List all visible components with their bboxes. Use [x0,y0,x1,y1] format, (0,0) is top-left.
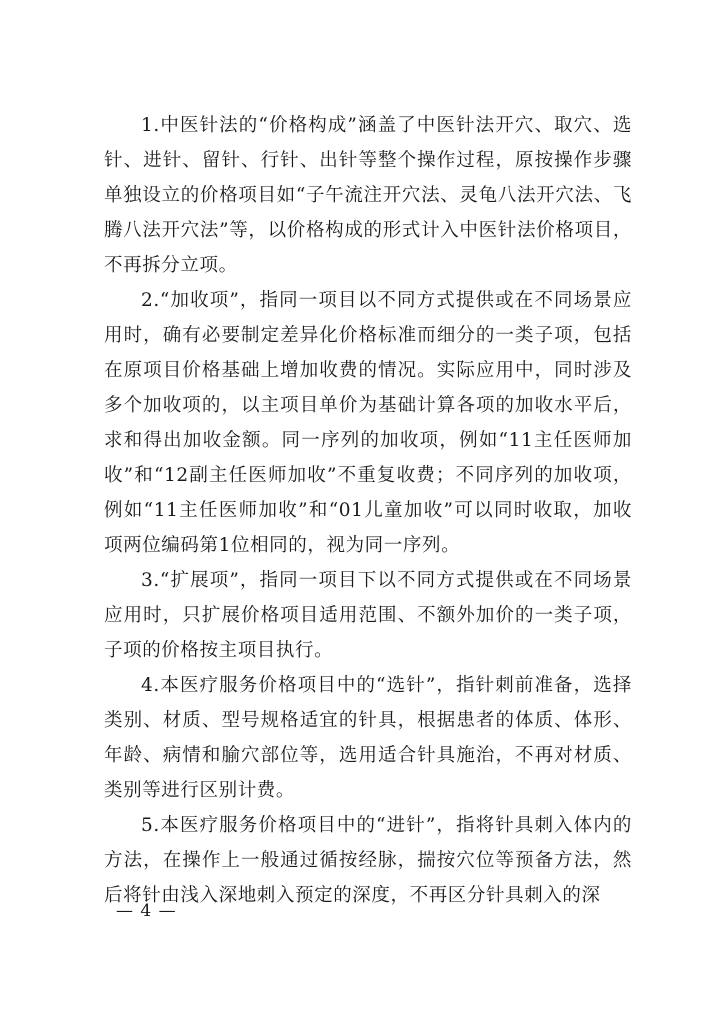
paragraph-extension-item: 3.“扩展项”，指同一项目下以不同方式提供或在不同场景应用时，只扩展价格项目适用范围、不额外加价的一类子项，子项的价格按主项目执行。 [104,570,632,661]
document-body [104,108,632,913]
paragraph-price-composition: 1.中医针法的“价格构成”涵盖了中医针法开穴、取穴、选针、进针、留针、行针、出针等整个操作过程，原按操作步骤单独设立的价格项目如“子午流注开穴法、灵龟八法开穴法、飞腾八法开穴法”等，以价格构成的形式计入中医针法价格项目，不再拆分立项。 [104,115,632,276]
paragraph-needle-insertion: 5.本医疗服务价格项目中的“进针”，指将针具刺入体内的方法，在操作上一般通过循按经脉，揣按穴位等预备方法，然后将针由浅入深地刺入预定的深度，不再区分针具刺入的深 [104,815,632,906]
paragraph-surcharge-item: 2.“加收项”，指同一项目以不同方式提供或在不同场景应用时，确有必要制定差异化价格标准而细分的一类子项，包括在原项目价格基础上增加收费的情况。实际应用中，同时涉及多个加收项的，以主项目单价为基础计算各项的加收水平后，求和得出加收金额。同一序列的加收项，例如“11主任医师加收”和“12副主任医师加收”不重复收费；不同序列的加收项，例如“11主任医师加收”和“01儿童加收”可以同时收取，加收项两位编码第1位相同的，视为同一序列。 [104,290,632,556]
paragraph-needle-selection: 4.本医疗服务价格项目中的“选针”，指针刺前准备，选择类别、材质、型号规格适宜的针具，根据患者的体质、体形、年龄、病情和腧穴部位等，选用适合针具施治，不再对材质、类别等进行区别计费。 [104,675,632,801]
page-number: — 4 — [116,901,177,921]
